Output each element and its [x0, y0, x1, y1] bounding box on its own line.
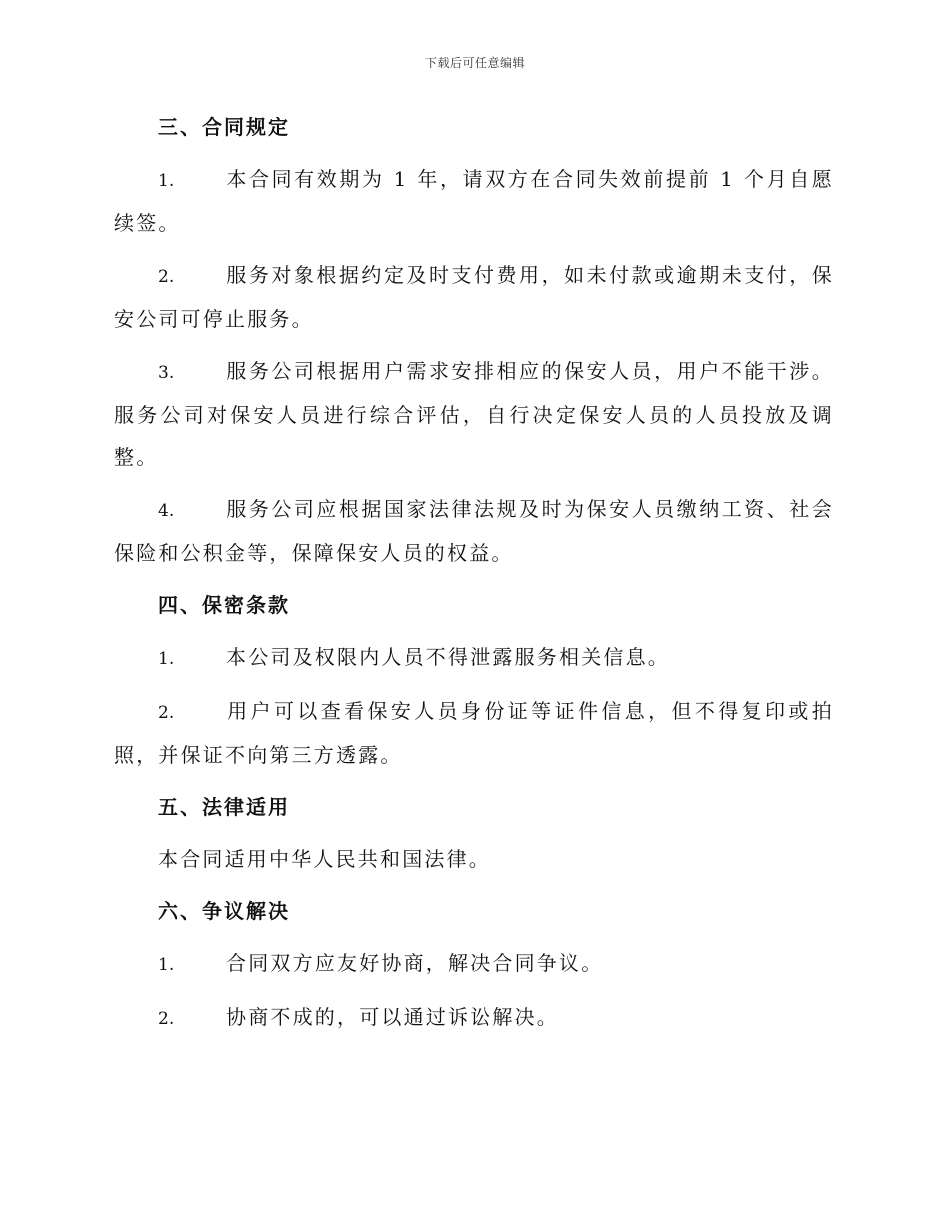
clause-number: 4.: [158, 501, 175, 521]
clause-number: 1.: [158, 171, 175, 191]
clause-text: 服务对象根据约定及时支付费用，如未付款或逾期未支付，保安公司可停止服务。: [114, 263, 834, 331]
clause-paragraph: [114, 350, 834, 478]
section-heading-dispute-resolution: 六、争议解决: [158, 899, 290, 923]
clause-paragraph: [114, 996, 834, 1040]
clause-paragraph: [114, 942, 834, 986]
clause-text: 协商不成的，可以通过诉讼解决。: [226, 1005, 559, 1029]
clause-text: 合同双方应友好协商，解决合同争议。: [226, 951, 604, 975]
clause-number: 2.: [158, 1009, 175, 1029]
clause-paragraph: [114, 158, 834, 244]
clause-text: 用户可以查看保安人员身份证等证件信息，但不得复印或拍照，并保证不向第三方透露。: [114, 699, 834, 767]
law-paragraph: 本合同适用中华人民共和国法律。: [158, 847, 491, 871]
clause-number: 2.: [158, 267, 175, 287]
document-body: [114, 106, 834, 1040]
clause-number: 1.: [158, 955, 175, 975]
clause-paragraph: [114, 690, 834, 776]
clause-number: 3.: [158, 363, 175, 383]
clause-paragraph: [114, 254, 834, 340]
section-heading-contract-terms: 三、合同规定: [158, 115, 290, 139]
clause-paragraph: [114, 488, 834, 574]
clause-text: 本合同有效期为 1 年，请双方在合同失效前提前 1 个月自愿续签。: [114, 167, 834, 235]
clause-text: 服务公司根据用户需求安排相应的保安人员，用户不能干涉。服务公司对保安人员进行综合评估，自行决定保安人员的人员投放及调整。: [114, 359, 834, 469]
clause-paragraph: [114, 636, 834, 680]
section-heading-confidentiality: 四、保密条款: [158, 593, 290, 617]
page-header: 下载后可任意编辑: [424, 56, 525, 70]
clause-text: 本公司及权限内人员不得泄露服务相关信息。: [226, 645, 670, 669]
clause-text: 服务公司应根据国家法律法规及时为保安人员缴纳工资、社会保险和公积金等，保障保安人员的权益。: [114, 497, 834, 565]
section-heading-applicable-law: 五、法律适用: [158, 795, 290, 819]
clause-number: 2.: [158, 703, 175, 723]
clause-number: 1.: [158, 649, 175, 669]
